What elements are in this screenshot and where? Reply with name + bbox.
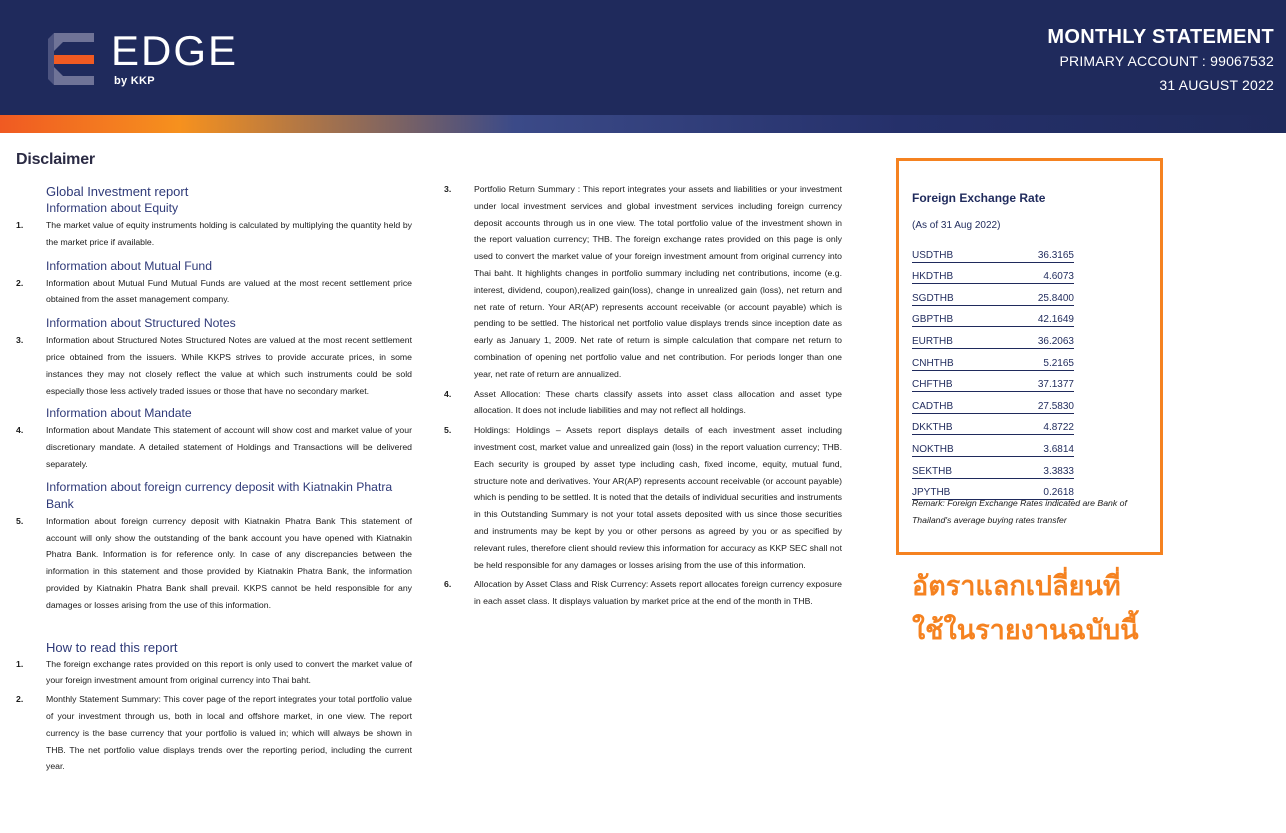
fx-remark: Remark: Foreign Exchange Rates indicated are Bank of Thailand's average buying rates transfer	[912, 498, 1127, 525]
fx-row	[912, 263, 1074, 285]
list-item	[16, 513, 412, 614]
fx-pair: CHFTHB	[912, 379, 953, 391]
list-item	[444, 386, 842, 420]
item-text: Holdings: Holdings – Assets report displays details of each investment asset including investment cost, market value and unrealized gain (loss) in the report valuation currency; THB. Each security is grouped by asset type including cash, fixed income, equity, mutual fund, structure note and derivatives. Your AR(AP) represents account receivable (or account payable) which is pending to be settled. It is noted that the details of individual securities and instruments in this Outstanding Summary is not your total assets deposited with us since those securities and instruments may be kept by you or other persons as agreed by you or as specified by relevant rules, therefore client should review this information for accuracy as KKP SEC shall not be held responsible for any damages or losses arising from the use of this information.	[474, 425, 842, 570]
fx-row	[912, 392, 1074, 414]
item-text: Asset Allocation: These charts classify assets into asset class allocation and asset type allocation. It does not include liabilities and may not reflect all holdings.	[474, 388, 842, 416]
fx-pair: CNHTHB	[912, 357, 954, 369]
item-number: 3.	[16, 335, 24, 346]
list-item	[16, 332, 412, 399]
fx-pair: NOKTHB	[912, 443, 954, 455]
item-number: 2.	[16, 277, 24, 288]
section-heading: Information about Equity	[46, 201, 179, 215]
section-heading: Information about Structured Notes	[46, 316, 236, 331]
thai-annotation	[912, 565, 1139, 653]
fx-rate: 0.2618	[1043, 487, 1074, 499]
fx-pair: SGDTHB	[912, 292, 954, 304]
edge-logo-icon	[48, 33, 94, 85]
list-item	[16, 275, 412, 309]
item-text: Information about Structured Notes Structured Notes are valued at the most recent settlement price obtained from the issuers. While KKPS strives to provide accurate prices, in some instances they may not closely reflect the value at which such instruments could be sold especially those less actively traded issues or those that have no secondary market.	[46, 335, 412, 396]
fx-rate: 37.1377	[1037, 379, 1074, 391]
statement-title: MONTHLY STATEMENT	[1047, 26, 1274, 48]
fx-row	[912, 457, 1074, 479]
report-title: Global Investment report	[46, 184, 189, 199]
fx-pair: EURTHB	[912, 335, 953, 347]
fx-row	[912, 306, 1074, 328]
fx-row	[912, 414, 1074, 436]
fx-pair: JPYTHB	[912, 487, 951, 499]
fx-rate: 5.2165	[1043, 357, 1074, 369]
list-item	[444, 576, 842, 610]
item-text: Information about foreign currency deposit with Kiatnakin Phatra Bank This statement of account will only show the outstanding of the bank account you have opened with Kiatnakin Phatra Bank. Information is for reference only. In case of any discrepancies between the information in this statement and those provided by Kiatnakin Phatra Bank, the information provided by Kiatnakin Phatra Bank shall prevail. KKPS cannot be held responsible for any damages or losses arising from the use of this information.	[46, 515, 412, 610]
item-number: 2.	[16, 694, 24, 705]
item-text: Portfolio Return Summary : This report integrates your assets and liabilities or your investment under local investment services and global investment services including foreign currency deposit accounts through us in one view. The total portfolio value of the investment shown in the report valuation currency; THB. The foreign exchange rates provided on this page is only used to convert the market value of your foreign investment amount from original currency into Thai baht. It highlights changes in portfolio summary including net contributions, income (e.g. interest, dividend, coupon),realized gain(loss), change in unrealized gain (loss), net return and net rate of return. Your AR(AP) represents account receivable (or account payable) which is pending to be settled. The historical net portfolio value displays trends since inception date as early as January 1, 2009. Net rate of return is simple calculation that compare net return to combination of opening net portfolio value and net contribution. For periods longer than one year, net rate of return are annualized.	[474, 184, 842, 379]
disclaimer-middle-column	[444, 181, 842, 610]
fx-pair: HKDTHB	[912, 271, 954, 283]
primary-account: PRIMARY ACCOUNT : 99067532	[1059, 53, 1274, 69]
disclaimer-left-column	[16, 183, 412, 775]
how-to-read-title: How to read this report	[46, 639, 178, 655]
fx-row	[912, 284, 1074, 306]
fx-rate: 25.8400	[1037, 292, 1074, 304]
statement-date: 31 AUGUST 2022	[1159, 77, 1274, 93]
fx-pair: DKKTHB	[912, 422, 953, 434]
fx-pair: GBPTHB	[912, 314, 954, 326]
item-text: The market value of equity instruments holding is calculated by multiplying the quantity held by the market price if available.	[46, 220, 412, 247]
fx-title: Foreign Exchange Rate	[912, 191, 1046, 205]
item-number: 1.	[16, 658, 24, 669]
item-text: Monthly Statement Summary: This cover page of the report integrates your total portfolio value of your investment through us, both in local and offshore market, in one view. The report currency is the base currency that your portfolio is valued in; which will always be shown in THB. The net portfolio value displays trends over the reporting period, including the current year.	[46, 694, 412, 772]
statement-info	[1047, 25, 1274, 97]
item-number: 4.	[16, 425, 24, 436]
brand-subtitle: by KKP	[114, 75, 155, 87]
fx-row	[912, 349, 1074, 371]
fx-pair: USDTHB	[912, 249, 954, 261]
fx-pair: SEKTHB	[912, 465, 953, 477]
list-item	[16, 422, 412, 472]
section-heading: Information about foreign currency deposit with Kiatnakin Phatra Bank	[46, 479, 393, 511]
fx-rate: 27.5830	[1037, 400, 1074, 412]
fx-row	[912, 371, 1074, 393]
fx-rate: 36.3165	[1037, 249, 1074, 261]
disclaimer-title: Disclaimer	[16, 151, 95, 168]
section-heading: Information about Mutual Fund	[46, 258, 212, 273]
thai-annotation-line: อัตราแลกเปลี่ยนที่	[912, 571, 1121, 602]
list-item	[16, 217, 412, 251]
thai-annotation-line: ใช้ในรายงานฉบับนี้	[912, 615, 1139, 646]
list-item	[16, 656, 412, 690]
fx-row	[912, 435, 1074, 457]
fx-pair: CADTHB	[912, 400, 954, 412]
fx-rate-list	[912, 241, 1074, 500]
item-text: The foreign exchange rates provided on this report is only used to convert the market value of your foreign investment amount from original currency into Thai baht.	[46, 658, 412, 686]
fx-rate: 4.6073	[1043, 271, 1074, 283]
section-heading: Information about Mandate	[46, 406, 192, 421]
header-stripe	[0, 115, 1286, 133]
fx-rate: 3.6814	[1043, 443, 1074, 455]
item-number: 6.	[444, 579, 452, 590]
list-item	[444, 422, 842, 573]
fx-rate: 36.2063	[1037, 335, 1074, 347]
fx-as-of: (As of 31 Aug 2022)	[912, 220, 1001, 231]
fx-rate: 4.8722	[1043, 422, 1074, 434]
fx-row	[912, 241, 1074, 263]
item-text: Information about Mutual Fund Mutual Funds are valued at the most recent settlement price obtained from the asset management company.	[46, 277, 412, 305]
item-number: 5.	[444, 425, 452, 436]
item-number: 5.	[16, 515, 24, 526]
fx-rate: 3.3833	[1043, 465, 1074, 477]
fx-rate-box	[896, 158, 1163, 555]
fx-rate: 42.1649	[1037, 314, 1074, 326]
list-item	[16, 691, 412, 775]
fx-row	[912, 327, 1074, 349]
brand-name: EDGE	[111, 27, 239, 74]
item-number: 1.	[16, 220, 24, 230]
list-item	[444, 181, 842, 383]
item-text: Allocation by Asset Class and Risk Currency: Assets report allocates foreign currency exposure in each asset class. It displays valuation by market price at the end of the month in THB.	[474, 579, 842, 607]
item-number: 3.	[444, 184, 452, 194]
item-number: 4.	[444, 388, 452, 399]
item-text: Information about Mandate This statement of account will show cost and market value of your discretionary mandate. A detailed statement of Holdings and Transactions will be delivered separately.	[46, 425, 412, 469]
